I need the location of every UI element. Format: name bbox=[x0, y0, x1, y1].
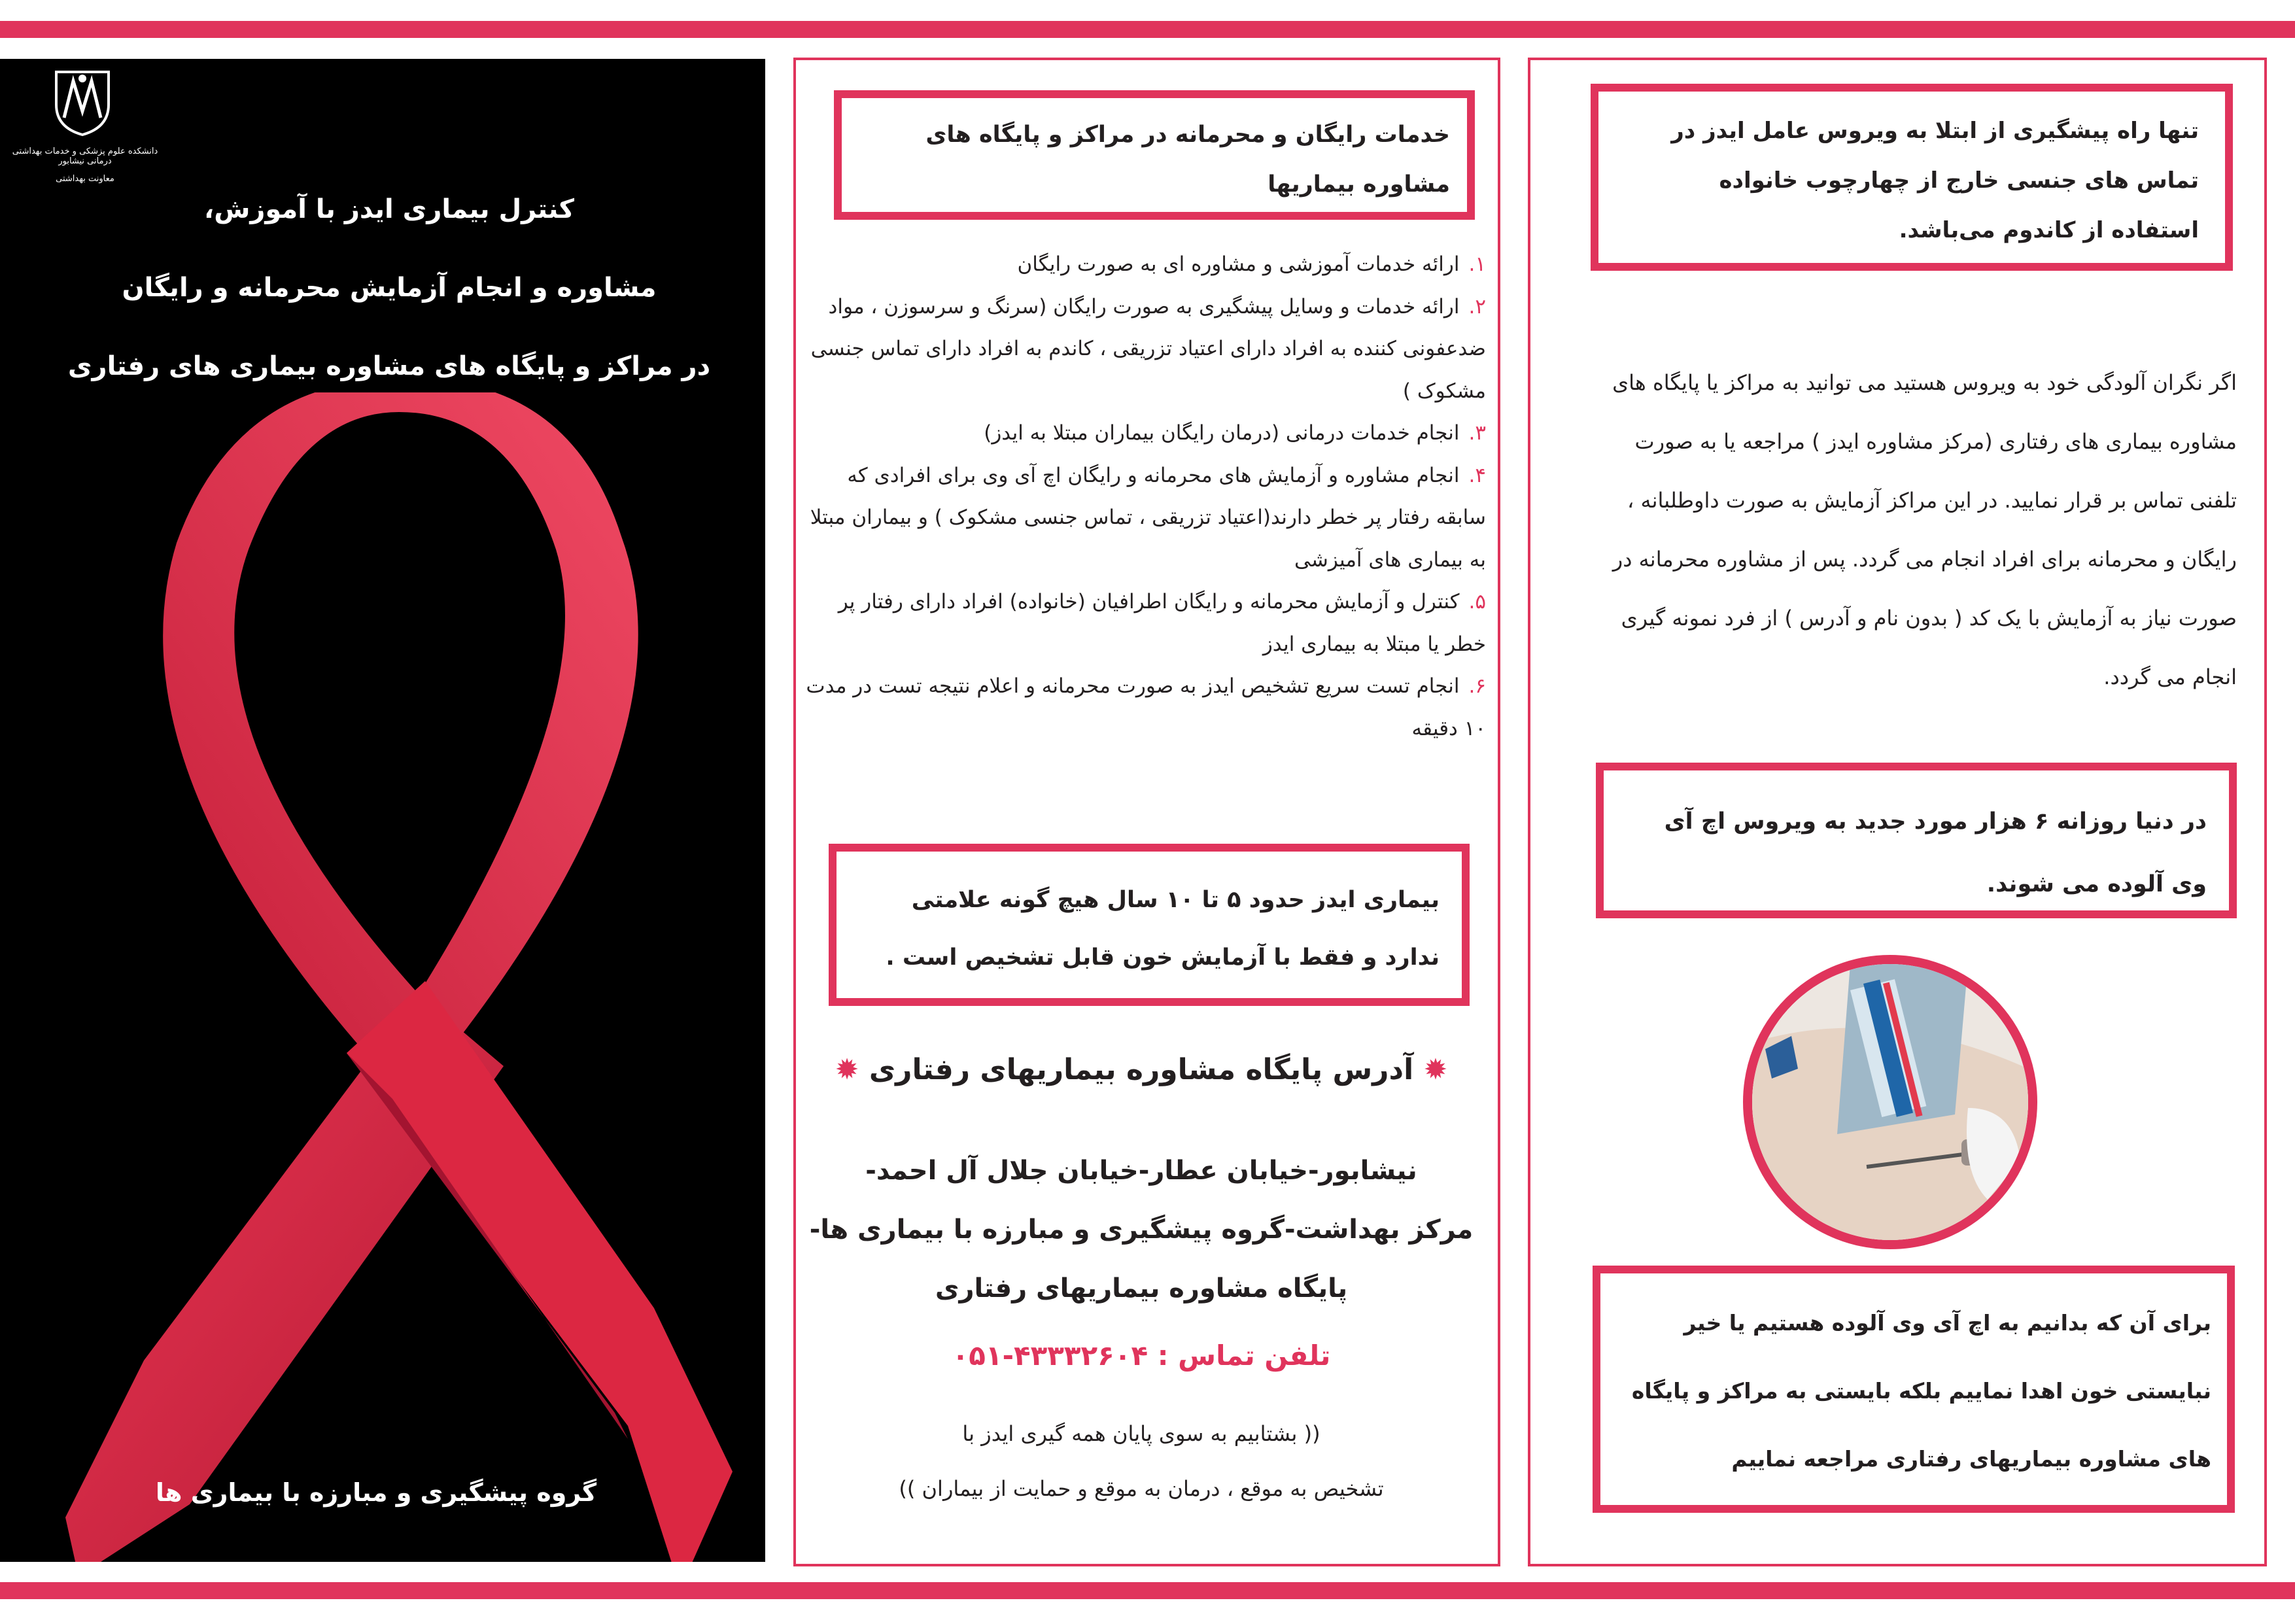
prevention-text: تنها راه پیشگیری از ابتلا به ویروس عامل ایدز در تماس های جنسی خارج از چهارچوب خانواده استفاده از کاندوم می‌باشد. bbox=[1671, 118, 2199, 243]
left-panel bbox=[0, 59, 765, 1562]
blood-donation-box bbox=[1593, 1266, 2235, 1513]
service-text: انجام خدمات درمانی (درمان رایگان بیماران مبتلا به ایدز) bbox=[984, 421, 1460, 445]
service-text: ارائه خدمات و وسایل پیشگیری به صورت رایگان (سرنگ و سرسوزن ، مواد ضدعفونی کننده به افراد دارای اعتیاد تزریقی ، کاندم به افراد دارای تماس جنسی مشکوک ) bbox=[810, 294, 1486, 403]
starburst-icon: ✹ bbox=[835, 1053, 859, 1086]
logo-caption: دانشکده علوم پزشکی و خدمات بهداشتی درمانی نیشابور bbox=[12, 147, 158, 166]
starburst-icon: ✹ bbox=[1423, 1053, 1448, 1086]
address-line-3: پایگاه مشاوره بیماریهای رفتاری bbox=[935, 1273, 1348, 1304]
service-item-4 bbox=[799, 455, 1486, 581]
phone-number: تلفن تماس : ۴۳۳۳۲۶۰۴-۰۵۱ bbox=[952, 1339, 1331, 1372]
service-number: ۳. bbox=[1468, 421, 1486, 445]
service-item-1 bbox=[799, 243, 1486, 286]
service-text: کنترل و آزمایش محرمانه و رایگان اطرافیان (خانواده) افراد دارای رفتار پر خطر یا مبتلا به بیماری ایدز bbox=[838, 590, 1486, 656]
services-list bbox=[799, 243, 1486, 750]
service-number: ۵. bbox=[1468, 590, 1486, 613]
awareness-ribbon-icon bbox=[52, 392, 746, 1562]
slogan bbox=[804, 1406, 1478, 1516]
title-line-3: در مراکز و پایگاه های مشاوره بیماری های رفتاری bbox=[67, 351, 711, 381]
daily-infection-text: در دنیا روزانه ۶ هزار مورد جدید به ویروس اچ آی وی آلوده می شوند. bbox=[1664, 808, 2207, 897]
service-number: ۶. bbox=[1468, 674, 1486, 698]
slogan-line-1: (( بشتابیم به سوی پایان همه گیری ایدز با bbox=[962, 1421, 1320, 1446]
blood-donation-text: برای آن که بدانیم به اچ آی وی آلوده هستیم یا خیر نبایستی خون اهدا نماییم بلکه بایستی به مراکز و پایگاه های مشاوره بیماریهای رفتاری مراجعه نماییم bbox=[1631, 1310, 2211, 1472]
prevention-box bbox=[1591, 84, 2233, 271]
services-title-box bbox=[834, 90, 1475, 220]
service-number: ۴. bbox=[1468, 463, 1486, 487]
top-stripe bbox=[0, 21, 2295, 38]
service-text: ارائه خدمات آموزشی و مشاوره ای به صورت رایگان bbox=[1017, 252, 1460, 276]
worry-text: اگر نگران آلودگی خود به ویروس هستید می توانید به مراکز یا پایگاه های مشاوره بیماری های رفتاری (مرکز مشاوره ایدز ) مراجعه یا به صورت تلفنی تماس بر قرار نمایید. در این مراکز آزمایش به صورت داوطلبانه ، رایگان و محرمانه برای افراد انجام می گردد. پس از مشاوره محرمانه در صورت نیاز به آزمایش با یک کد ( بدون نام و آدرس ) از فرد نمونه گیری انجام می گردد. bbox=[1612, 370, 2237, 689]
panel-footer: گروه پیشگیری و مبارزه با بیماری ها bbox=[155, 1478, 597, 1507]
title-line-1: کنترل بیماری ایدز با آموزش، bbox=[204, 194, 574, 224]
service-number: ۱. bbox=[1468, 252, 1486, 276]
slogan-line-2: تشخیص به موقع ، درمان به موقع و حمایت از بیماران )) bbox=[899, 1476, 1384, 1501]
service-number: ۲. bbox=[1468, 294, 1486, 319]
service-item-6 bbox=[799, 665, 1486, 750]
daily-infection-box bbox=[1596, 763, 2237, 918]
notice-text: بیماری ایدز حدود ۵ تا ۱۰ سال هیچ گونه علامتی ندارد و فقط با آزمایش خون قابل تشخیص است . bbox=[886, 887, 1440, 971]
bottom-stripe bbox=[0, 1582, 2295, 1599]
services-title: خدمات رایگان و محرمانه در مراکز و پایگاه های مشاوره بیماریها bbox=[925, 122, 1450, 198]
address-line-2: مرکز بهداشت-گروه پیشگیری و مبارزه با بیماری ها- bbox=[809, 1215, 1474, 1245]
address-block bbox=[804, 1141, 1478, 1318]
panel-title bbox=[26, 170, 752, 406]
notice-box bbox=[829, 844, 1470, 1006]
title-line-2: مشاوره و انجام آزمایش محرمانه و رایگان bbox=[122, 273, 657, 303]
address-line-1: نیشابور-خیابان عطار-خیابان جلال آل احمد- bbox=[865, 1156, 1417, 1186]
service-item-2 bbox=[799, 286, 1486, 413]
service-text: انجام مشاوره و آزمایش های محرمانه و رایگان اچ آی وی برای افرادی که سابقه رفتار پر خطر دارند(اعتیاد تزریقی ، تماس جنسی مشکوک ) و بیماران مبتلا به بیماری های آمیزشی bbox=[810, 463, 1486, 572]
university-logo bbox=[51, 65, 114, 137]
service-text: انجام تست سریع تشخیص ایدز به صورت محرمانه و اعلام نتیجه تست در مدت ۱۰ دقیقه bbox=[806, 674, 1486, 740]
service-item-3 bbox=[799, 412, 1486, 455]
service-item-5 bbox=[799, 581, 1486, 665]
blood-sample-photo bbox=[1743, 955, 2037, 1249]
address-title: آدرس پایگاه مشاوره بیماریهای رفتاری bbox=[869, 1053, 1414, 1086]
address-title-row bbox=[804, 1053, 1478, 1086]
logo-caption-sub: معاونت بهداشتی bbox=[56, 174, 114, 184]
